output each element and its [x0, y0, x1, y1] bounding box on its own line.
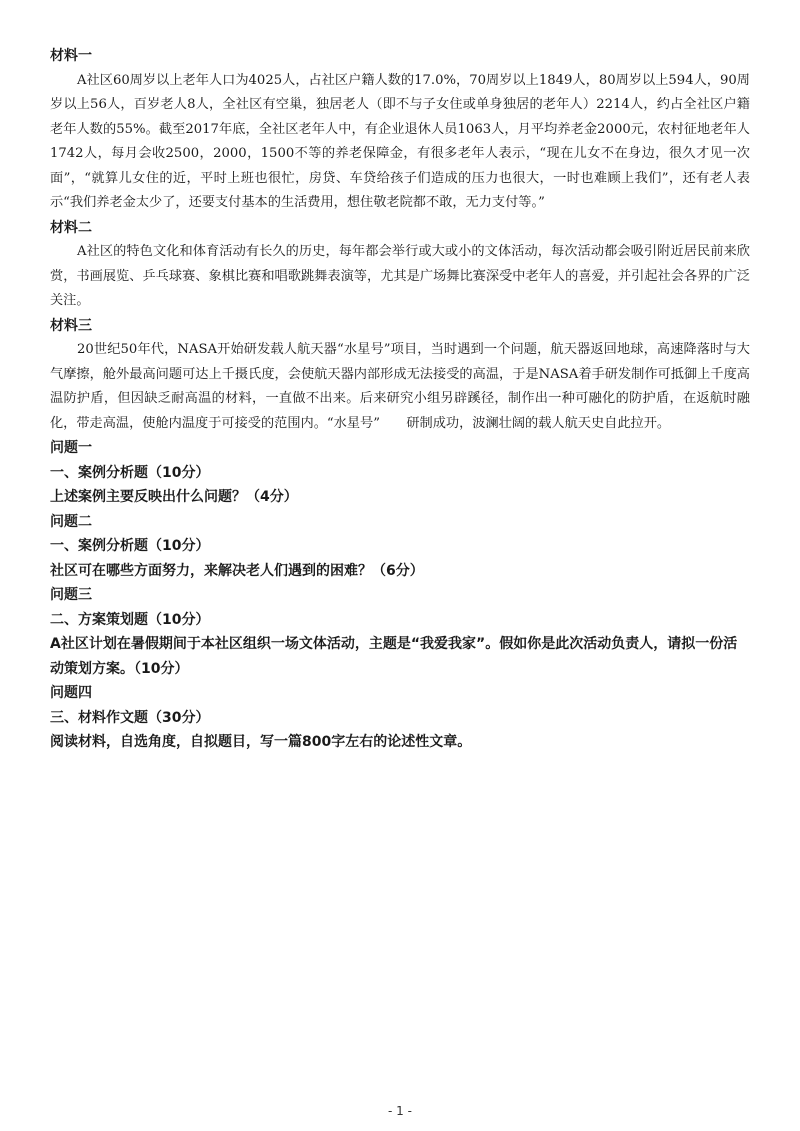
material-1-title: 材料一	[50, 48, 92, 64]
question-4-section: 三、材料作文题（30分）	[50, 709, 210, 726]
material-2-text: A社区的特色文化和体育活动有长久的历史，每年都会举行或大或小的文体活动，每次活动都会吸引附近居民前来欣赏，书画展览、乒乓球赛、象棋比赛和唱歌跳舞表演等，尤其是广场舞比赛深受中老年人的喜爱，并引起社会各界的广泛关注。	[50, 244, 750, 308]
question-1-label: 问题一	[50, 440, 92, 456]
material-1-text: A社区60周岁以上老年人口为4025人，占社区户籍人数的17.0%，70周岁以上1849人，80周岁以上594人，90周岁以上56人，百岁老人8人，全社区有空巢，独居老人（即不与子女住或单身独居的老年人）2214人，约占全社区户籍老年人数的55%。截至2017年底，全社区老年人中，有企业退休人员1063人，月平均养老金2000元，农村征地老年人1742人，每月会收2500，2000，1500不等的养老保障金，有很多老年人表示，“现在儿女不在身边，很久才见一次面”，“就算儿女住的近，平时上班也很忙，房贷、车贷给孩子们造成的压力也很大，一时也难顾上我们”，还有老人表示“我们养老金太少了，还要支付基本的生活费用，想住敬老院都不敢，无力支付等。”	[50, 72, 750, 210]
question-3-prompt: A社区计划在暑假期间于本社区组织一场文体活动，主题是“我爱我家”。假如你是此次活动负责人，请拟一份活动策划方案。（10分）	[50, 636, 738, 677]
material-3-text: 20世纪50年代，NASA开始研发载人航天器“水星号”项目，当时遇到一个问题，航天器返回地球，高速降落时与大气摩擦，舱外最高问题可达上千摄氏度，会使航天器内部形成无法接受的高温，于是NASA着手研发制作可抵御上千度高温防护盾，但因缺乏耐高温的材料，一直做不出来。后来研究小组另辟蹊径，制作出一种可融化的防护盾，在返航时融化，带走高温，使舱内温度于可接受的范围内。“水星号” 研制成功，波澜壮阔的载人航天史自此拉开。	[50, 342, 750, 431]
document-page	[50, 44, 750, 755]
material-3-title: 材料三	[50, 317, 92, 334]
question-2-label: 问题二	[50, 513, 92, 530]
question-3-label: 问题三	[50, 587, 92, 603]
question-2-section: 一、案例分析题（10分）	[50, 538, 210, 554]
material-2-title: 材料二	[50, 219, 92, 236]
question-2-prompt: 社区可在哪些方面努力，来解决老人们遇到的困难？（6分）	[50, 562, 424, 579]
question-1-prompt: 上述案例主要反映出什么问题？（4分）	[50, 489, 298, 505]
page-number: - 1 -	[388, 1104, 412, 1118]
question-4-prompt: 阅读材料，自选角度，自拟题目，写一篇800字左右的论述性文章。	[50, 734, 472, 750]
question-1-section: 一、案例分析题（10分）	[50, 464, 210, 481]
question-3-section: 二、方案策划题（10分）	[50, 611, 210, 628]
question-4-label: 问题四	[50, 685, 92, 701]
